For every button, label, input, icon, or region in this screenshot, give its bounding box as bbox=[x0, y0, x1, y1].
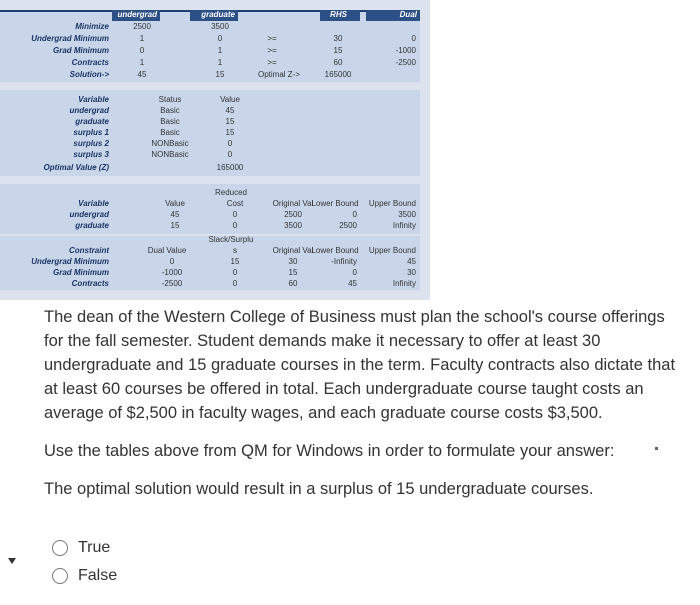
t3-header-cost: Cost bbox=[226, 199, 244, 208]
t2-row-name: surplus 2 bbox=[73, 139, 109, 148]
cell-undergrad-4: 45 bbox=[137, 70, 147, 79]
cell-sign-1: >= bbox=[267, 34, 277, 43]
t3-row-value: 15 bbox=[170, 221, 180, 230]
t3-row-original: 2500 bbox=[284, 210, 302, 219]
t2-row-status: Basic bbox=[160, 128, 180, 137]
col-header-graduate: graduate bbox=[190, 10, 238, 21]
cell-undergrad-0: 2500 bbox=[133, 22, 151, 31]
t3-header-upper: Upper Bound bbox=[368, 199, 416, 208]
option-label-true: True bbox=[78, 539, 111, 556]
t2-row-value: 15 bbox=[225, 128, 235, 137]
t3-row-original: 3500 bbox=[284, 221, 302, 230]
t3-header-variable: Variable bbox=[78, 199, 109, 208]
t4-row-lower: 0 bbox=[352, 268, 357, 277]
t4-row-upper: Infinity bbox=[392, 279, 416, 288]
cell-sign-2: >= bbox=[267, 46, 277, 55]
t4-header-upper: Upper Bound bbox=[368, 246, 416, 255]
t2-row-value: 0 bbox=[227, 139, 233, 148]
cell-graduate-1: 0 bbox=[217, 34, 223, 43]
caret-down-icon bbox=[8, 558, 16, 564]
t4-row-original: 15 bbox=[288, 268, 298, 277]
option-false[interactable] bbox=[52, 567, 117, 585]
t2-row-value: 0 bbox=[227, 150, 233, 159]
row-label-minimize: Minimize bbox=[75, 22, 109, 31]
t4-row-slack: 0 bbox=[232, 279, 238, 288]
option-true[interactable] bbox=[52, 539, 110, 557]
t4-row-lower: 45 bbox=[348, 279, 357, 288]
row-label-contracts: Contracts bbox=[71, 58, 109, 67]
t2-row-value: 45 bbox=[225, 106, 235, 115]
cell-graduate-4: 15 bbox=[215, 70, 225, 79]
radio-button-false[interactable] bbox=[52, 568, 68, 584]
cell-graduate-2: 1 bbox=[217, 46, 223, 55]
col-header-dual: Dual bbox=[366, 10, 420, 21]
cell-undergrad-2: 0 bbox=[139, 46, 145, 55]
t2-row-value: 165000 bbox=[216, 163, 244, 172]
t3-row-value: 45 bbox=[170, 210, 180, 219]
t3-header-lower: Lower Bound bbox=[311, 199, 359, 208]
t2-row-name: undergrad bbox=[69, 106, 109, 115]
t2-header-variable: Variable bbox=[78, 95, 109, 104]
t2-row-status: NONBasic bbox=[151, 139, 189, 148]
t2-row-name: graduate bbox=[75, 117, 109, 126]
col-header-undergrad: undergrad bbox=[112, 10, 160, 21]
t3-row-upper: 3500 bbox=[398, 210, 416, 219]
t4-row-dual: -1000 bbox=[161, 268, 183, 277]
t3-row-upper: Infinity bbox=[392, 221, 416, 230]
cell-rhs-2: 15 bbox=[333, 46, 343, 55]
t4-row-dual: 0 bbox=[169, 257, 175, 266]
cell-sign-3: >= bbox=[267, 58, 277, 67]
option-label-false: False bbox=[78, 567, 118, 584]
col-header-rhs: RHS bbox=[320, 10, 360, 21]
t3-header-original: Original Val bbox=[272, 199, 314, 208]
t4-header-original: Original Val bbox=[272, 246, 314, 255]
question-text bbox=[44, 305, 684, 501]
cell-rhs-4: 165000 bbox=[324, 70, 352, 79]
t2-row-status: Basic bbox=[160, 117, 180, 126]
t4-row-name: Contracts bbox=[71, 279, 109, 288]
t4-row-upper: 30 bbox=[407, 268, 416, 277]
t2-row-status: Basic bbox=[160, 106, 180, 115]
row-label-grad-minimum: Grad Minimum bbox=[52, 46, 109, 55]
t2-header-value: Value bbox=[220, 95, 240, 104]
t4-row-upper: 45 bbox=[407, 257, 416, 266]
t4-row-original: 30 bbox=[288, 257, 298, 266]
t2-row-status: NONBasic bbox=[151, 150, 189, 159]
t3-row-lower: 2500 bbox=[339, 221, 357, 230]
cell-graduate-0: 3500 bbox=[211, 22, 229, 31]
t4-row-dual: -2500 bbox=[161, 279, 183, 288]
t4-header-slack: Slack/Surplu bbox=[208, 235, 254, 244]
t4-row-slack: 15 bbox=[230, 257, 240, 266]
t2-row-name: Optimal Value (Z) bbox=[43, 163, 109, 172]
t2-row-name: surplus 1 bbox=[73, 128, 109, 137]
t3-row-name: graduate bbox=[75, 221, 109, 230]
t4-row-lower: -Infinity bbox=[331, 257, 357, 266]
cell-dual-2: -1000 bbox=[395, 46, 416, 55]
problem-paragraph: The dean of the Western College of Business must plan the school's course offerings for the fall semester. Student demands make it necessary to offer at least 30 undergraduate and 15 graduate courses in the term. Faculty contracts also dictate that at least 60 courses be offered in total. Each undergraduate course taught costs an average of $2,500 in faculty wages, and each graduate course costs $3,500. bbox=[44, 308, 676, 422]
row-label-solution: Solution-> bbox=[69, 70, 109, 79]
cell-dual-1: 0 bbox=[411, 34, 416, 43]
t4-header-s: s bbox=[233, 246, 237, 255]
t4-header-lower: Lower Bound bbox=[311, 246, 359, 255]
qm-output-screenshot bbox=[0, 0, 430, 300]
optimal-z-label: Optimal Z-> bbox=[257, 70, 300, 79]
t4-row-name: Grad Minimum bbox=[52, 268, 109, 277]
t3-header-reduced: Reduced bbox=[214, 188, 248, 197]
t4-row-slack: 0 bbox=[232, 268, 238, 277]
t2-row-value: 15 bbox=[225, 117, 235, 126]
t2-row-name: surplus 3 bbox=[73, 150, 109, 159]
t3-header-value: Value bbox=[165, 199, 185, 208]
cell-graduate-3: 1 bbox=[217, 58, 223, 67]
t3-row-lower: 0 bbox=[352, 210, 357, 219]
cell-undergrad-1: 1 bbox=[139, 34, 145, 43]
row-label-undergrad-minimum: Undergrad Minimum bbox=[31, 34, 109, 43]
cell-undergrad-3: 1 bbox=[139, 58, 145, 67]
statement-text: The optimal solution would result in a surplus of 15 undergraduate courses. bbox=[44, 480, 594, 498]
t4-row-name: Undergrad Minimum bbox=[31, 257, 109, 266]
t3-row-name: undergrad bbox=[69, 210, 109, 219]
cell-dual-3: -2500 bbox=[395, 58, 416, 67]
radio-button-true[interactable] bbox=[52, 540, 68, 556]
dot-icon bbox=[655, 447, 658, 450]
cell-rhs-1: 30 bbox=[333, 34, 343, 43]
t4-header-constraint: Constraint bbox=[69, 246, 109, 255]
t3-row-reduced: 0 bbox=[232, 221, 238, 230]
instruction-text: Use the tables above from QM for Windows in order to formulate your answer: bbox=[44, 442, 615, 460]
t3-row-reduced: 0 bbox=[232, 210, 238, 219]
cell-rhs-3: 60 bbox=[333, 58, 343, 67]
t2-header-status: Status bbox=[158, 95, 182, 104]
t4-header-dual: Dual Value bbox=[147, 246, 187, 255]
t4-row-original: 60 bbox=[288, 279, 298, 288]
